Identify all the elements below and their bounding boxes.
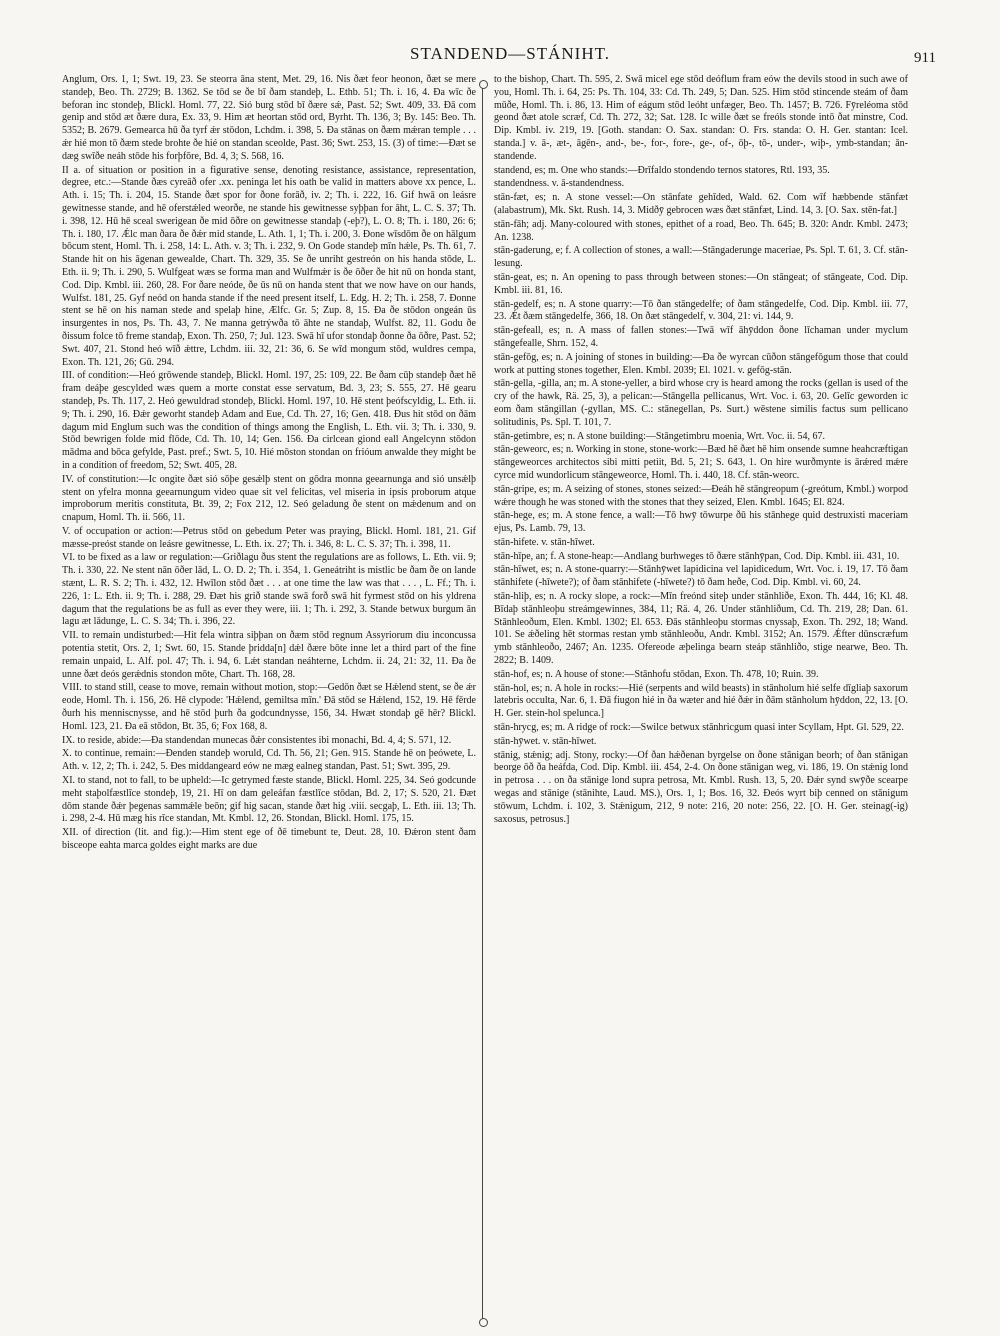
dictionary-entry: stān-gripe, es; m. A seizing of stones, stones seized:—Ðeáh hē stāngreopum (-greótum, Kmbl.) worpod wǽre though he was stoned with the stones that they seized, Elen. Kmbl. 1645; El. 824.: [494, 483, 908, 508]
dictionary-entry: stān-hȳwet. v. stān-hīwet.: [494, 735, 597, 747]
right-column: [494, 74, 908, 1306]
left-paragraph: XII. of direction (lit. and fig.):—Him stent ege of ðē timebunt te, Deut. 28, 10. Ðǽron stent ðam bisceope eahta marca goldes eight marks are due: [62, 827, 476, 852]
dictionary-entry: stān-hrycg, es; m. A ridge of rock:—Swilce betwux stānhricgum quasi inter Scyllam, Hpt. Gl. 529, 22.: [494, 722, 904, 734]
left-paragraph: VI. to be fixed as a law or regulation:—Griðlagu ðus stent the regulations are as follows, L. Eth. vii. 9; Th. i. 330, 22. Ne stent nān ōðer lād, L. O. D. 2; Th. i. 354, 1. Geneátriht is mistlic be ðam ðe on lande stænt, L. R. S. 2; Th. i. 432, 12. Hwīlon stōd ðæt . . . at one time the law was that . . . , L. Ff.; Th. i. 226, 1: L. Eth. ii. 9; Th. i. 288, 29. Ðæt his grið stande swā forð swā hit fyrmest stōd on his yldrena dagum that the regulations be as full as ever they were, iii. 1; Th. i. 292, 3. Stande betwux burgum ān lagu æt lādunge, L. C. S. 34; Th. i. 396, 22.: [62, 552, 476, 628]
dictionary-entry: stān-hege, es; m. A stone fence, a wall:—Tō hwȳ tōwurpe ðū his stānhege quid destruxisti maceriam ejus, Ps. Lamb. 79, 13.: [494, 510, 908, 535]
left-paragraph: Anglum, Ors. 1, 1; Swt. 19, 23. Se steorra āna stent, Met. 29, 16. Nis ðæt feor heonon, ðæt se mere standeþ, Beo. Th. 2729; B. 1362. Se tōd se ðe bī ðam standeþ, L. Ethb. 51; Th. i. 16, 4. Ða wīc ðe beforan inc stondeþ, Blickl. Homl. 77, 22. Sió burg stōd bī ðære sǽ, Past. 52; Swt. 409, 33. Ðā com genip and stōd æt ðære dura, Ex. 33, 9. Him æt heortan stōd ord, Byrht. Th. 136, 3; By. 145: Beo. Th. 5352; B. 2679. Gemearca hū ða tyrf ǽr stōdon, Lchdm. i. 398, 5. Ða stānas on ðæm mǽran temple . . . ǽr hié mon tō ðæm stede brohte ðe hié on standan sceolde, Past. 36; Swt. 253, 15. (3) of time:—Ðæt se dæg swīðe neáh stōde his forþfōre, Bd. 4, 3; S. 568, 16.: [62, 74, 476, 162]
dictionary-entry: stān-hol, es; n. A hole in rocks:—Hié (serpents and wild beasts) in stānholum hié selfe dīgliaþ saxorum latebris occulta, Nar. 6, 1. Ðā fiugon hié in ða wæter and hié ðǽr in ðām stānholum hȳddon, 22, 13. [O. H. Ger. stein-hol spelunca.]: [494, 682, 908, 720]
dictionary-entry: stān-gella, -gilla, an; m. A stone-yeller, a bird whose cry is heard among the rocks (gellan is used of the cry of the hawk, Rä. 25, 3), a pelican:—Stāngella pellicanus, Wrt. Voc. i. 63, 20. Gelīc geworden ic eom ðam stāngillan (-gyllan, MS. C.: stānegellan, Ps. Surt.) wēstene similis factus sum pellicano solitudinis, Ps. Spl. T. 101, 7.: [494, 378, 908, 428]
dictionary-entry: stān-hīpe, an; f. A stone-heap:—Andlang burhweges tō ðære stānhȳpan, Cod. Dip. Kmbl. iii. 431, 10.: [494, 550, 900, 562]
dictionary-entry: stān-gefeall, es; n. A mass of fallen stones:—Twā wīf āhȳddon ðone līchaman under myclum stāngefealle, Shrn. 152, 4.: [494, 325, 908, 349]
left-paragraph: XI. to stand, not to fall, to be upheld:—Ic getrymed fæste stande, Blickl. Homl. 225, 34. Seó godcunde meht staþolfæstlīce stondeþ, 19, 21. Hī on dam geleáfan fæstlīce stōdan, Bd. 2, 17; S. 520, 21. Ðæt dōm stande ðǽr þegenas sammǽle beōn; gif hig sacan, stande ðæt hig .viii. secgaþ, L. Eth. iii. 13; Th. i. 298, 2-4. Hū mæg his rīce standan, Mt. Kmbl. 12, 26. Stondan, Blickl. Homl. 175, 15.: [62, 775, 476, 825]
running-head: STANDEND—STÁNIHT.: [410, 44, 610, 63]
page-number: 911: [914, 50, 936, 66]
dictionary-entry: stān-hof, es; n. A house of stone:—Stānhofu stōdan, Exon. Th. 478, 10; Ruin. 39.: [494, 668, 819, 680]
dictionary-entry: stān-gaderung, e; f. A collection of stones, a wall:—Stāngaderunge maceriae, Ps. Spl. T. 61, 3. Cf. stān-lesung.: [494, 245, 908, 270]
dictionary-entry: stān-fāh; adj. Many-coloured with stones, epithet of a road, Beo. Th. 645; B. 320: Andr. Kmbl. 2473; An. 1238.: [494, 218, 908, 243]
left-column: [62, 74, 476, 1306]
dictionary-entry: stān-hliþ, es; n. A rocky slope, a rock:—Mīn freónd siteþ under stānhliðe, Exon. Th. 444, 16; Kl. 48. Bīdaþ stānhleoþu streámgewinnes, 384, 11; Rä. 4, 26. Under stānhliðum, Cd. Th. 219, 28; Dan. 61. Stānhleoðum, Elen. Kmbl. 1302; El. 653. Ðās stānhleoþu stormas cnyssaþ, Exon. Th. 292, 18; Wand. 101. Se ǽðeling hēt stormas restan ymb stānhleoðu, Andr. Kmbl. 3152; An. 1579. Ǽfter dūnscræfum ymb stānhleoðo, 2467; An. 1235. Ofereode æþelinga bearn steáp stānhliðo, stige nearwe, Beo. Th. 2822; B. 1409.: [494, 591, 908, 667]
dictionary-entry: stān-geweorc, es; n. Working in stone, stone-work:—Bæd hē ðæt hē him onsende sumne heahcræftigan stāngeweorces architectos sibi mitti petiit, Bd. 5, 21; S. 643, 1. On hire wurðmynte is ārǽred mǽre cyrce mid wundorlicum stāngeweorce, Homl. Th. i. 440, 18. Cf. stān-weorc.: [494, 444, 908, 481]
dictionary-entry: stān-getimbre, es; n. A stone building:—Stāngetimbru moenia, Wrt. Voc. ii. 54, 67.: [494, 430, 825, 442]
dictionary-entry: stān-fæt, es; n. A stone vessel:—On stānfate gehīded, Wald. 62. Com wīf hæbbende stānfæt (alabastrum), Mk. Skt. Rush. 14, 3. Midðȳ gebrocen wæs ðæt stānfæt, Lind. 14, 3. [O. Sax. stēn-fat.]: [494, 192, 908, 216]
dictionary-entry: stānig, stǽnig; adj. Stony, rocky:—Of ðan hǽðenan byrgelse on ðone stānigan beorh; of ðan stānigan beorge ōð ða heáfda, Cod. Dip. Kmbl. iii. 454, 2-4. On ðone stānigan weg, vi. 186, 19. On stǽnig lond in petrosa . . . on ða stānige lond supra petrosa, Mt. Kmbl. Rush. 13, 5, 20. Ðǽr synd swȳðe scearpe wegas and stānige (stānihte, Laud. MS.), Ors. 1, 1; Bos. 16, 32. Ðeós wyrt biþ cenned on stānigum stōwum, Lchdm. i. 102, 3. Stǽnigum, 212, 9 note: 216, 20 note: 256, 22. [O. H. Ger. steinag(-ig) saxosus, petrosus.]: [494, 749, 908, 825]
left-paragraph: II a. of situation or position in a figurative sense, denoting resistance, assistance, representation, degree, etc.:—Stande ðæs cyreāð ofer .xx. peninga let his oath be valid in matters above xx pence, L. Ath. i. 15; Th. i. 204, 15. Stande ðæt spor for ðone forāð, iv. 2; Th. i. 222, 16. Gif hwā on leásre gewitnesse stande, and hē oferstǽled weorðe, ne stande his gewitnesse syþþan for āht, L. C. S. 37; Th. i. 398, 12. Hū hē sceal swerigean ðe mid ōðre on gewitnesse standaþ (-eþ?), L. O. 8; Th. i. 180, 26: 6; Th. i. 180, 17. Ǽlc man ðara ðe ðǽr mid stande, L. Ath. 1, 1; Th. i. 200, 3. Ðone wīsdōm ðe on hālgum bōcum stent, Homl. Th. i. 258, 14: L. Ath. v. 3; Th. i. 232, 9. On Gode standeþ mīn hǽle, Ps. Th. 61, 7. Stande hit on his āgenan gewealde, Chart. Th. 329, 35. Se ðe unriht gestreón on his handa stōde, L. Eth. ii. 9; Th. i. 290, 5. Wulfgeat wæs se forma man and Wulfmǽr is ðe ōðer ðe hit nū on honda stant, Cod. Dip. Kmbl. iii. 260, 28. For ðare neóde, ðe ūs nū on handa stent that we now have on our hands, Wulfst. 181, 25. Gyf neód on handa stande if the need present itself, L. Edg. H. 2; Th. i. 258, 7. Ðonne stent se hē on his naman stede and spelaþ hine, Ælfc. Gr. 5; Zup. 8, 15. Ða ðe stōdon ongeán ūs insurgentes in nos, Ps. Th. 43, 7. Ne manna getrýwða tō āhte ne standaþ, Wulfst. 82, 11. Godu ðe ðissum folce tō freme standaþ, Exon. Th. 250, 7; Jul. 123. Swā hī ufor stondaþ ðonne ða ōðre, Past. 52; Swt. 407, 21. Stond heó wīð ǽttre, Lchdm. iii. 32, 21: 36, 6. Se wīd mongum stōd, wuldres cempa, Exon. Th. 121, 26; Gū. 294.: [62, 164, 476, 368]
left-paragraph: IV. of constitution:—Ic ongite ðæt sió sōþe gesǽlþ stent on gōdra monna geearnunga and sió unsǽlþ stent on yfelra monna geearnungum video quae sit vel felicitas, vel miseria in ipsis proborum atque improborum meritis constituta, Bt. 39, 2; Fox 212, 12. Seó geladung ðe stent on mǽdenum and on cnapum, Homl. Th. ii. 566, 11.: [62, 473, 476, 524]
dictionary-entry: stān-hīwet, es; n. A stone-quarry:—Stānhȳwet lapidicina vel lapidicedum, Wrt. Voc. i. 19, 17. Tō ðam stānhifete (-hīwete?); of ðam stānhifete (-hīwete?) tō ðam heðe, Cod. Dip. Kmbl. vi. 60, 24.: [494, 564, 908, 589]
dictionary-entry: stān-gedelf, es; n. A stone quarry:—Tō ðan stāngedelfe; of ðam stāngedelfe, Cod. Dip. Kmbl. iii. 77, 23. Ǽt ðæm stāngedelfe, 366, 18. On ðæt stāngedelf, v. 304, 21: vi. 144, 9.: [494, 298, 908, 323]
dictionary-entry: standend, es; m. One who stands:—Ðrīfaldo stondendo ternos statores, Rtl. 193, 35.: [494, 164, 830, 176]
divider-ornament-top: [479, 80, 488, 89]
dictionary-entry: stān-hifete. v. stān-hīwet.: [494, 536, 595, 548]
left-paragraph: III. of condition:—Heó grōwende standeþ, Blickl. Homl. 197, 25: 109, 22. Be ðam cūþ standeþ ðæt hē fram deáþe gescylded wæs quem a morte constat esse servatum, Bd. 3, 23; S. 555, 27. Hē gearu standeþ, Ps. Th. 117, 2. Heó gewuldrad stondeþ, Blickl. Homl. 197, 10. Hē stent þeófscyldig, L. Eth. ii. 9; Th. i. 290, 16. Ðǽr geworht standeþ Adam and Eue, Cd. Th. 27, 16; Gen. 418. Ðus hit stōd on ðām dagum mid Englum such was the condition of things among the English, L. Eth. vii. 3; Th. i. 330, 9. Stōd bewrigen folde mid flōde, Cd. Th. 10, 14; Gen. 156. Ða cirlcean giond eall Angelcynn stōdon mādma and bōca gefylde, Past. pref.; Swt. 5, 10. Hié mōston stondan on frióum anwalde they might be in a condition of freedom, 52; Swt. 405, 28.: [62, 370, 476, 471]
right-paragraph: to the bishop, Chart. Th. 595, 2. Swā micel ege stōd deóflum fram eów the devils stood in such awe of you, Homl. Th. i. 64, 25: Ps. Th. 104, 33: Cd. Th. 249, 5; Dan. 525. Him stōd stincende steám of ðam mūðe, Homl. Th. i. 86, 13. Him of eágum stōd leóht unfæger, Beo. Th. 1457; B. 726. Fȳreléoma stōd geond ðæt atole scræf, Cd. Th. 272, 32; Sat. 128. Ic wille ðæt se freóls stonde intō ðat minstre, Cod. Dip. Kmbl. iv. 219, 19. [Goth. standan: O. Sax. standan: O. Frs. standa: O. H. Ger. stantan: Icel. standa.] v. ā-, æt-, āgēn-, and-, be-, for-, fore-, ge-, of-, ōþ-, tō-, under-, wiþ-, ymb-standan; ān-standende.: [494, 74, 908, 162]
left-paragraph: IX. to reside, abide:—Ða standendan munecas ðǽr consistentes ibi monachi, Bd. 4, 4; S. 571, 12.: [62, 734, 452, 746]
left-paragraph: VII. to remain undisturbed:—Hit fela wintra siþþan on ðæm stōd regnum Assyriorum diu inconcussa potentia stetit, Ors. 2, 1; Swt. 60, 15. Stande þridda[n] dǽl ðære bōte inne let a third part of the fine remain unpaid, L. Alf. pol. 47; Th. i. 94, 6. Lǽt standan neáhterne, Lchdm. ii. 24, 21: 32, 11. Ða ðe unne ðæt deós gerǽdnis stondon mōte, Chart. Th. 168, 28.: [62, 630, 476, 680]
left-paragraph: VIII. to stand still, cease to move, remain without motion, stop:—Gedōn ðæt se Hǽlend stent, se ðe ǽr eode, Homl. Th. i. 156, 26. Hē clypode: 'Hǽlend, gemiltsa mīn.' Ðā stōd se Hǽlend, 152, 19. Hē fērde ðurh his menniscnysse, and hē stōd þurh ða godcundnysse, 156, 34. Hwæt stondaþ gē hēr? Blickl. Homl. 123, 21. Ða eā stōdon, Bt. 35, 6; Fox 168, 8.: [62, 682, 476, 732]
divider-ornament-bottom: [479, 1318, 488, 1327]
dictionary-entry: standendness. v. ā-standendness.: [494, 178, 625, 190]
left-paragraph: X. to continue, remain:—Ðenden standeþ woruld, Cd. Th. 56, 21; Gen. 915. Stande hē on þeówete, L. Ath. v. 12, 2; Th. i. 242, 5. Ðes middangeard eów ne mæg ealneg standan, Past. 51; Swt. 395, 29.: [62, 748, 476, 773]
column-divider: [482, 84, 483, 1324]
left-paragraph: V. of occupation or action:—Petrus stōd on gebedum Peter was praying, Blickl. Homl. 181, 21. Gif mæsse-preóst stande on leásre gewitnesse, L. Eth. ix. 27; Th. i. 346, 8: L. C. S. 37; Th. i. 398, 11.: [62, 525, 476, 550]
dictionary-entry: stān-gefōg, es; n. A joining of stones in building:—Ða ðe wyrcan cūðon stāngefōgum those that could work at putting stones together, Elen. Kmbl. 2039; El. 1021. v. gefōg-stān.: [494, 351, 908, 376]
dictionary-entry: stān-geat, es; n. An opening to pass through between stones:—On stāngeat; of stāngeate, Cod. Dip. Kmbl. iii. 81, 16.: [494, 271, 908, 296]
